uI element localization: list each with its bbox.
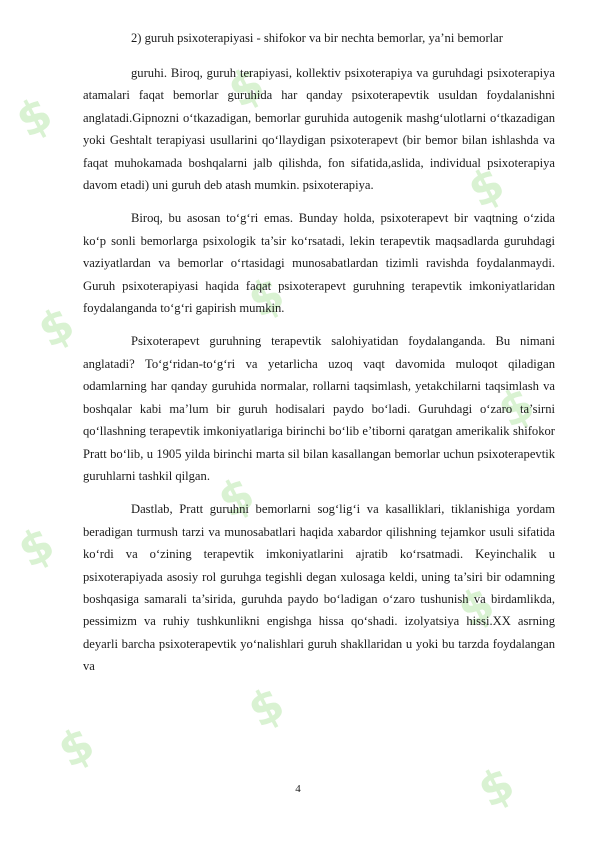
watermark-mark: $ (9, 515, 63, 579)
watermark-mark: $ (209, 465, 263, 529)
paragraph: guruhi. Biroq, guruh terapiyasi, kollektiv psixoterapiya va guruhdagi psixoterapiya atamalari faqat bemorlar guruhida har qanday psixoterapevtik usuldan foydalanishni anglatadi.Gipnozni o‘tkazadigan, bemorlar guruhida autogenik mashg‘ulotlarni o‘tkazadigan yoki Geshtalt terapiyasi usullarini qo‘llaydigan psixoterapevt (bir bemor bilan ishlashda va faqat muhokamada boshqalarni jalb qilishda, fon sifatida,aslida, individual psixoterapiya davom etadi) uni guruh deb atash mumkin. psixoterapiya. (83, 66, 555, 193)
watermark-mark: $ (239, 265, 293, 329)
paragraph: Biroq, bu asosan to‘g‘ri emas. Bunday holda, psixoterapevt bir vaqtning o‘zida ko‘p sonli bemorlarga psixologik ta’sir ko‘rsatadi, lekin terapevtik maqsadlarda guruhdagi vaziyatlardan va bemorlar o‘rtasidagi munosabatlardan tizimli ravishda foydalanmaydi. Guruh psixoterapiyasi haqida faqat psixoterapevt guruhning terapevtik imkoniyatlaridan foydalanganda to‘g‘ri gapirish mumkin. (83, 211, 555, 316)
watermark-mark: $ (49, 715, 103, 779)
watermark-mark: $ (239, 675, 293, 739)
page-number: 4 (295, 783, 301, 795)
watermark-mark: $ (29, 295, 83, 359)
watermark-mark: $ (7, 85, 61, 149)
watermark-mark: $ (449, 575, 503, 639)
document-body (83, 62, 555, 689)
intro-line: 2) guruh psixoterapiyasi - shifokor va bir nechta bemorlar, ya’ni bemorlar (131, 31, 503, 45)
paragraph: Psixoterapevt guruhning terapevtik salohiyatidan foydalanganda. Bu nimani anglatadi? To‘g‘ridan-to‘g‘ri va yetarlicha uzoq vaqt davomida muloqot qiladigan odamlarning har qanday guruhida normalar, rollarni taqsimlash, yetakchilarni taqsimlash va boshqalar kabi ma’lum bir guruh hodisalari paydo bo‘ladi. Guruhdagi o‘zaro ta’sirni qo‘llashning terapevtik imkoniyatlariga birinchi bo‘lib e’tiborni qaratgan amerikalik shifokor Pratt bo‘lib, u 1905 yilda birinchi marta sil bilan kasallangan bemorlar uchun psixoterapevtik guruhlarni tashkil qilgan. (83, 334, 555, 483)
watermark-mark: $ (219, 55, 273, 119)
paragraph: Dastlab, Pratt guruhni bemorlarni sog‘lig‘i va kasalliklari, tiklanishiga yordam beradigan turmush tarzi va munosabatlari haqida xabardor qilishning tejamkor usuli sifatida ko‘rdi va o‘zining terapevtik imkoniyatlarini ajratib ko‘rsatmadi. Keyinchalik u psixoterapiyada asosiy rol guruhga tegishli degan xulosaga keldi, uning ta’siri bir odamning boshqasiga samarali ta’sirida, guruhda paydo bo‘ladigan o‘zaro tushunish va birdamlikda, pessimizm va ruhiy tushkunlikni engishga hissa qo‘shadi. izolyatsiya hissi.XX asrning deyarli barcha psixoterapevtik yo‘nalishlari guruh shakllaridan u yoki bu tarzda foydalangan va (83, 502, 555, 674)
watermark-mark: $ (459, 155, 513, 219)
watermark-mark: $ (469, 755, 523, 819)
watermark-mark: $ (489, 375, 543, 439)
